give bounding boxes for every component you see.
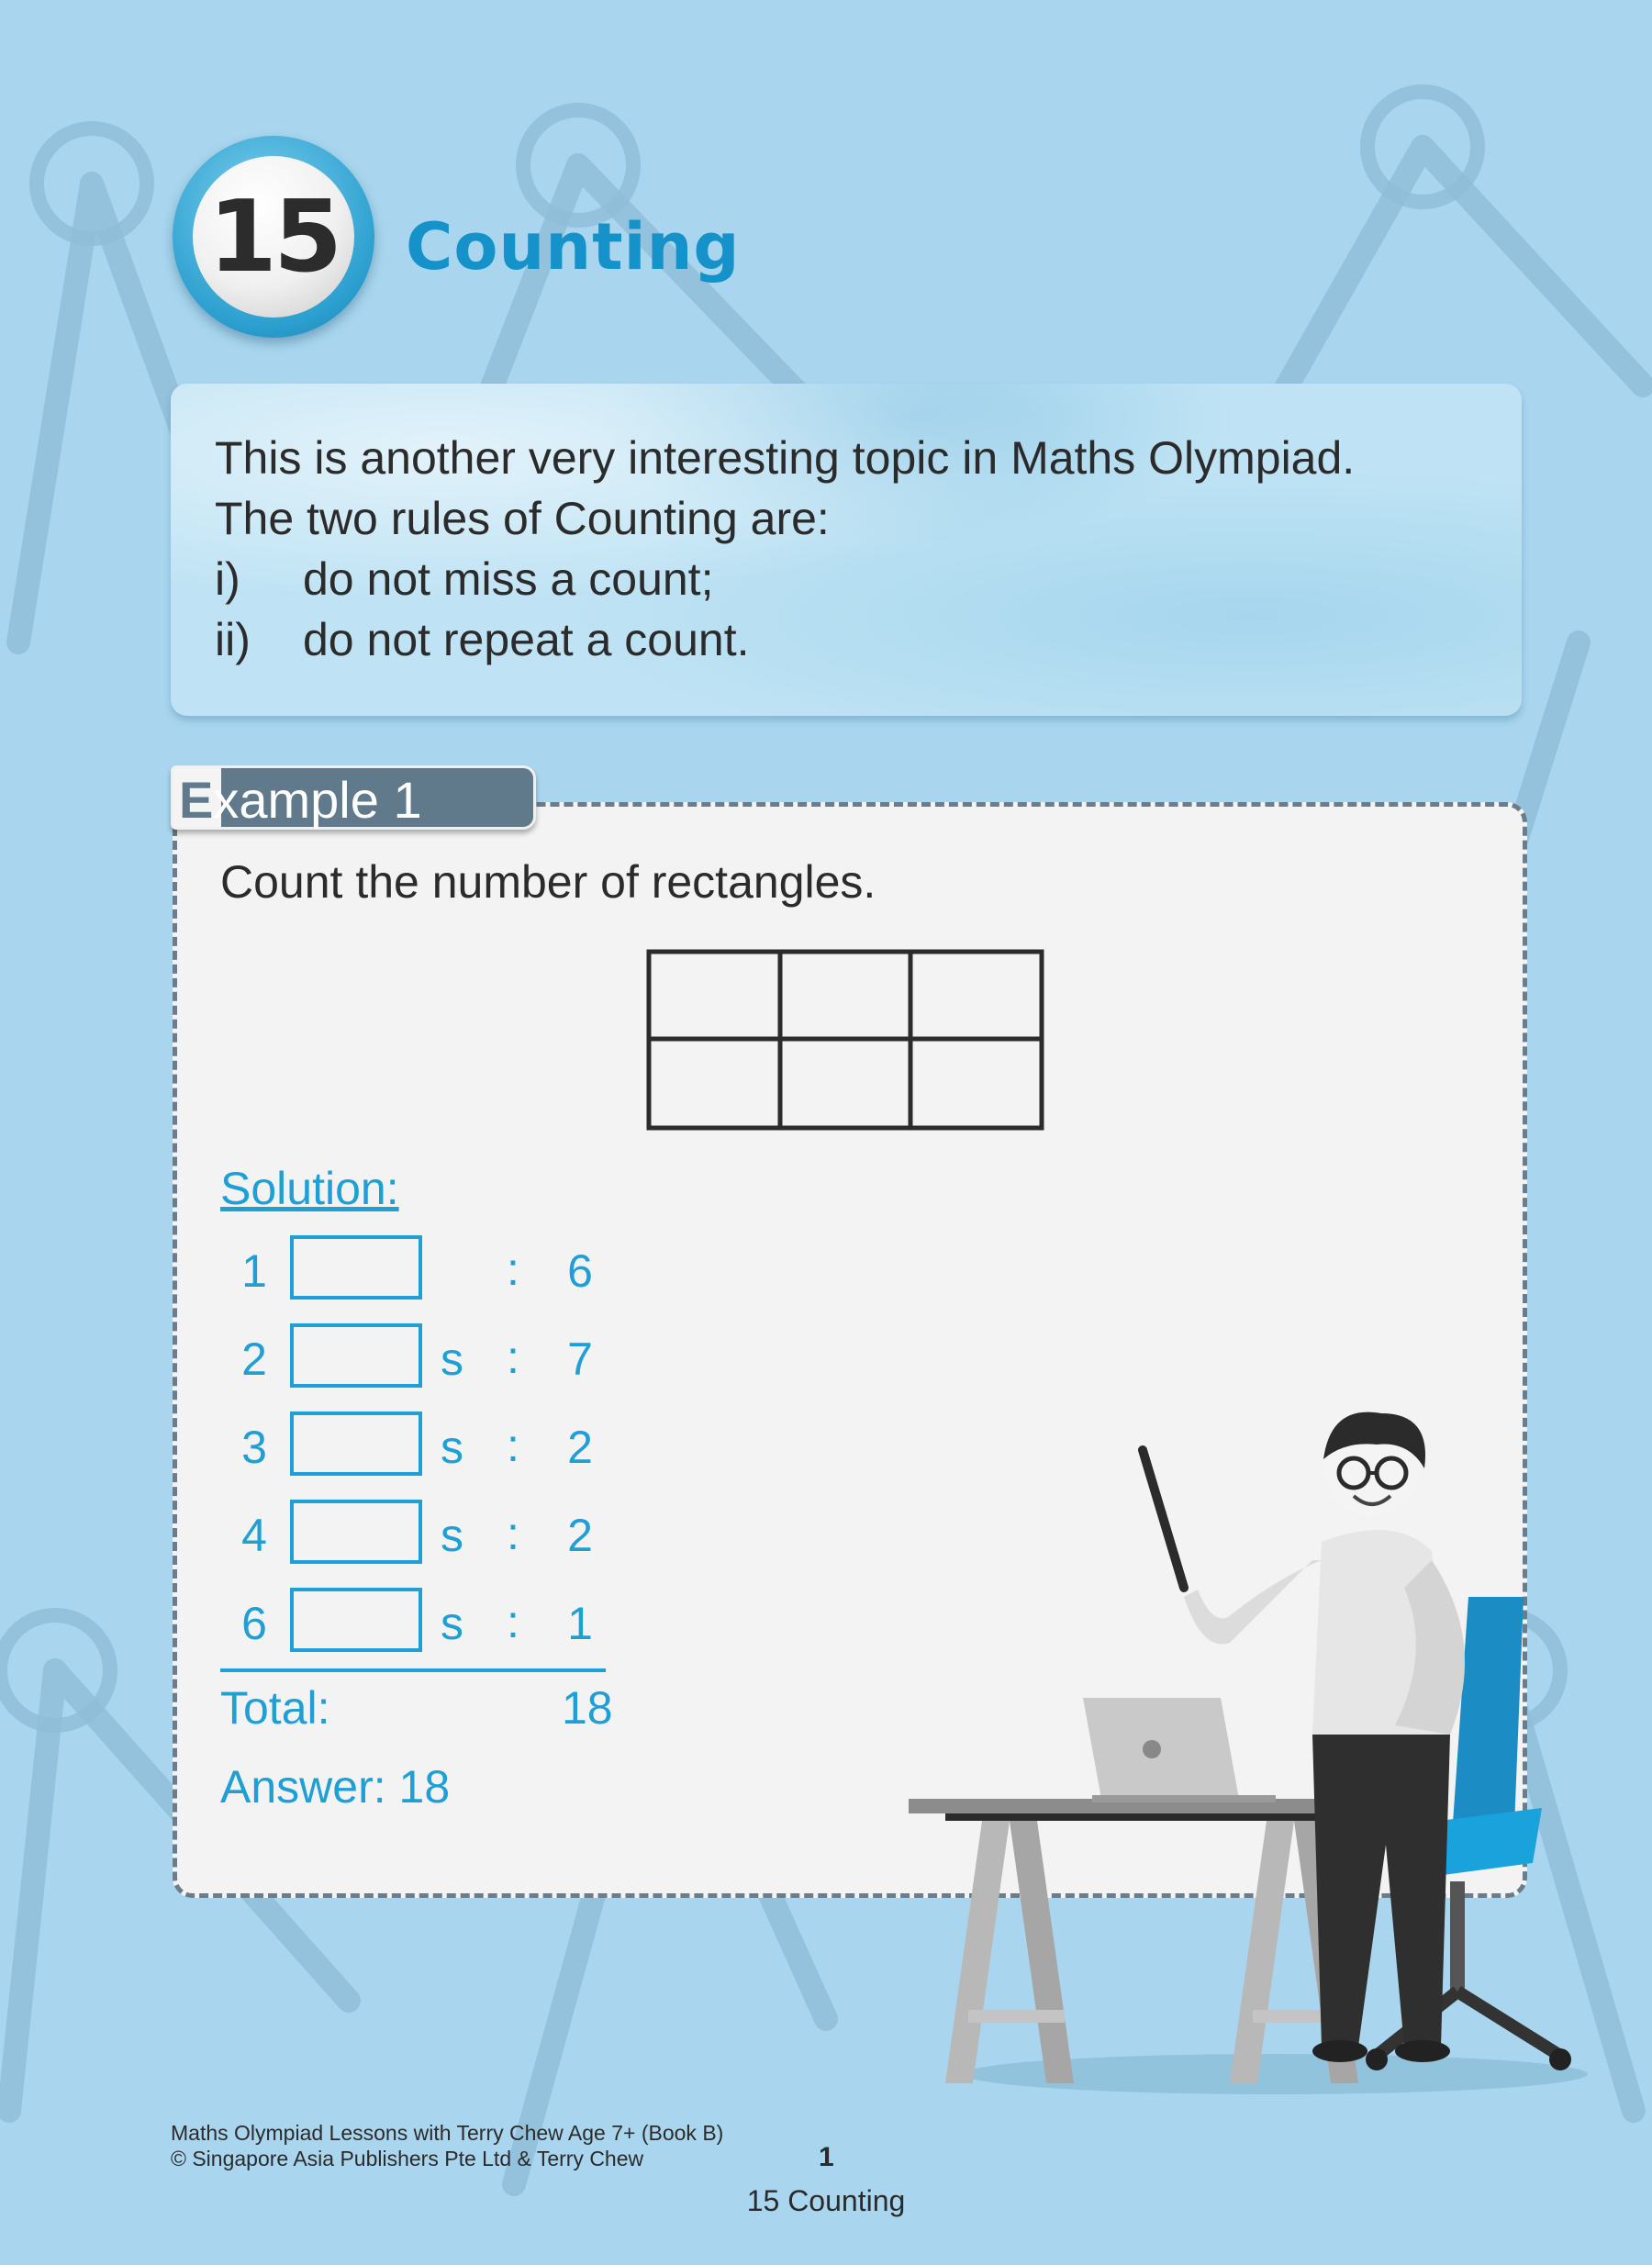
solution-title: Solution:: [220, 1163, 399, 1214]
solution-row-number: 2: [241, 1333, 267, 1385]
solution-row-count: 2: [567, 1510, 593, 1561]
solution-row-suffix: s: [441, 1510, 463, 1561]
solution-row-number: 3: [241, 1422, 267, 1473]
solution-row-colon: :: [507, 1332, 519, 1383]
rectangle-symbol: [290, 1588, 422, 1652]
solution-row-colon: :: [507, 1244, 519, 1295]
solution-row-number: 1: [241, 1245, 267, 1297]
example-label-first-letter: E: [179, 771, 214, 829]
footer-copyright: © Singapore Asia Publishers Pte Ltd & Terry Chew: [171, 2147, 644, 2170]
solution-row-suffix: s: [441, 1333, 463, 1385]
intro-text: [215, 428, 1355, 670]
rule-item-1: [215, 549, 1355, 609]
solution-row: [220, 1235, 606, 1305]
example-label-rest: xample 1: [213, 771, 422, 829]
solution-row-colon: :: [507, 1508, 519, 1559]
example-tab: [171, 765, 536, 830]
footer-book-title: Maths Olympiad Lessons with Terry Chew Age 7+ (Book B): [171, 2121, 724, 2145]
example-label: [179, 770, 422, 830]
solution-row: [220, 1588, 606, 1657]
rectangle-symbol: [290, 1323, 422, 1388]
solution-row-number: 6: [241, 1598, 267, 1649]
answer-text: Answer: 18: [220, 1761, 451, 1813]
solution-row-suffix: s: [441, 1598, 463, 1649]
solution-row: [220, 1500, 606, 1569]
footer-chapter-label: 15 Counting: [746, 2184, 906, 2217]
rule-marker: ii): [215, 614, 251, 665]
example-question: Count the number of rectangles.: [220, 856, 876, 908]
chapter-number: 15: [207, 179, 340, 295]
solution-row-suffix: s: [441, 1422, 463, 1473]
rectangle-symbol: [290, 1500, 422, 1564]
rectangle-symbol: [290, 1411, 422, 1476]
solution-row-number: 4: [241, 1510, 267, 1561]
intro-line-1: This is another very interesting topic in Maths Olympiad.: [215, 432, 1356, 484]
laptop: [1083, 1698, 1276, 1802]
rule-text: do not repeat a count.: [303, 614, 750, 665]
rule-text: do not miss a count;: [303, 553, 714, 605]
page-number: 1: [819, 2142, 834, 2172]
rule-item-2: [215, 609, 1355, 670]
intro-line-2: The two rules of Counting are:: [215, 493, 830, 544]
solution-row: [220, 1411, 606, 1481]
total-label: Total:: [220, 1682, 330, 1734]
teacher-illustration: [881, 1349, 1615, 2111]
desk: [909, 1799, 1358, 2083]
solution-row: [220, 1323, 606, 1393]
solution-row-count: 7: [567, 1333, 593, 1385]
solution-row-count: 2: [567, 1422, 593, 1473]
chapter-number-badge: [173, 136, 374, 338]
footer-book-info: [171, 2120, 723, 2171]
solution-row-count: 1: [567, 1598, 593, 1649]
total-value: 18: [562, 1682, 613, 1734]
solution-row-colon: :: [507, 1596, 519, 1647]
intro-panel: [171, 384, 1522, 716]
rectangle-symbol: [290, 1235, 422, 1300]
solution-row-colon: :: [507, 1420, 519, 1471]
chapter-badge-inner: [193, 156, 354, 318]
rectangle-grid-figure: [646, 949, 1044, 1132]
rule-marker: i): [215, 553, 240, 605]
total-divider: [220, 1668, 606, 1672]
pointer-stick: [1143, 1450, 1184, 1588]
chapter-title: Counting: [406, 209, 741, 285]
solution-row-count: 6: [567, 1245, 593, 1297]
